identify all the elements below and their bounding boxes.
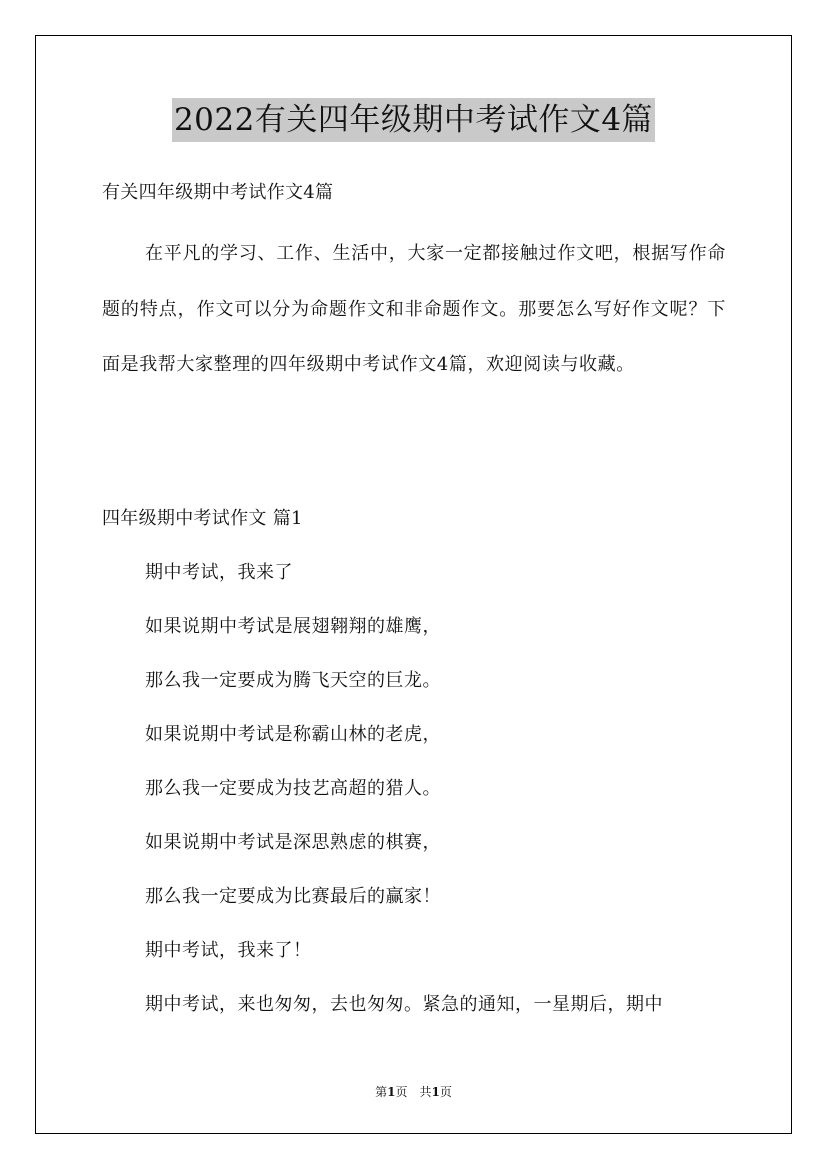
essay-body (145, 555, 730, 1041)
essay-line: 期中考试，我来了 (145, 562, 293, 583)
essay-line: 如果说期中考试是深思熟虑的棋赛， (145, 832, 441, 853)
essay-line: 期中考试，我来了！ (145, 940, 312, 961)
document-title: 2022有关四年级期中考试作文4篇 (172, 98, 655, 142)
essay-line: 那么我一定要成为比赛最后的赢家！ (145, 886, 441, 907)
footer-prefix: 第 (375, 1085, 388, 1099)
title-container (0, 98, 827, 142)
essay-line: 那么我一定要成为腾飞天空的巨龙。 (145, 670, 441, 691)
intro-paragraph: 在平凡的学习、工作、生活中，大家一定都接触过作文吧，根据写作命题的特点，作文可以分为命题作文和非命题作文。那要怎么写好作文呢？下面是我帮大家整理的四年级期中考试作文4篇，欢迎阅读与收藏。 (102, 243, 726, 375)
essay-line: 如果说期中考试是展翅翱翔的雄鹰， (145, 616, 441, 637)
footer-suffix: 页 (439, 1085, 452, 1099)
footer-page-number: 1 (387, 1085, 396, 1099)
essay-line: 那么我一定要成为技艺高超的猎人。 (145, 778, 441, 799)
essay-line: 如果说期中考试是称霸山林的老虎， (145, 724, 441, 745)
footer-total-pages: 1 (431, 1085, 440, 1099)
section-heading: 四年级期中考试作文 篇1 (102, 508, 303, 529)
footer-mid: 页 共 (395, 1085, 432, 1099)
document-subheading: 有关四年级期中考试作文4篇 (102, 182, 334, 203)
essay-line: 期中考试，来也匆匆，去也匆匆。紧急的通知，一星期后，期中 (145, 994, 663, 1015)
page-footer (0, 1082, 827, 1102)
